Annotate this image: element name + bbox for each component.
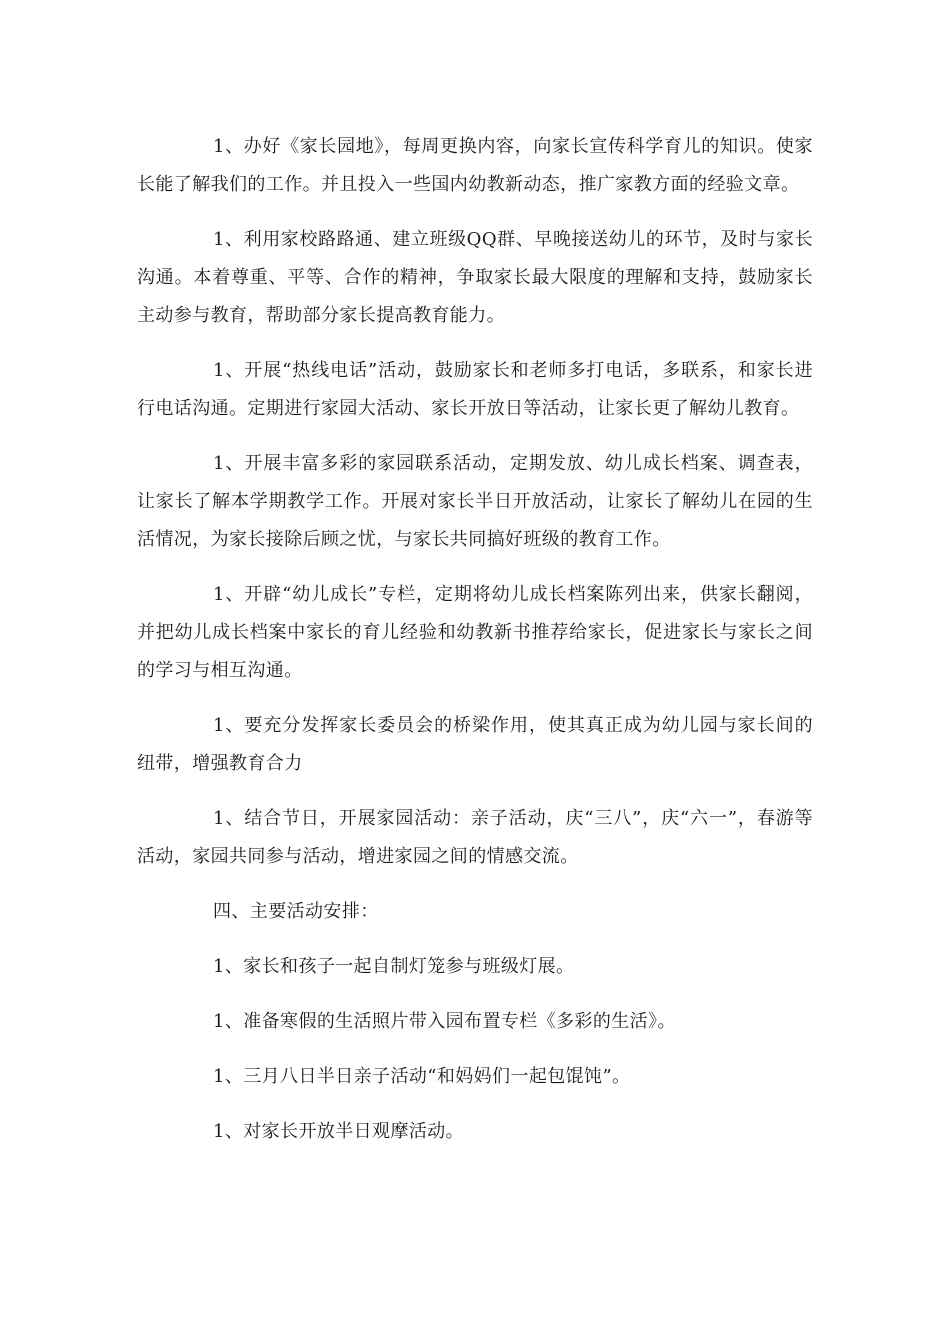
paragraph-hotline: 1、开展“热线电话”活动，鼓励家长和老师多打电话，多联系，和家长进行电话沟通。定期进行家园大活动、家长开放日等活动，让家长更了解幼儿教育。 — [137, 360, 813, 419]
activity-item: 1、三月八日半日亲子活动“和妈妈们一起包馄饨”。 — [213, 1066, 631, 1087]
paragraph-growth-column: 1、开辟“幼儿成长”专栏，定期将幼儿成长档案陈列出来，供家长翻阅，并把幼儿成长档案中家长的育儿经验和幼教新书推荐给家长，促进家长与家长之间的学习与相互沟通。 — [137, 584, 813, 681]
paragraph-contact-activities: 1、开展丰富多彩的家园联系活动，定期发放、幼儿成长档案、调查表，让家长了解本学期教学工作。开展对家长半日开放活动，让家长了解幼儿在园的生活情况，为家长接除后顾之忧，与家长共同搞好班级的教育工作。 — [137, 453, 813, 550]
document-body — [137, 128, 813, 1168]
section-heading: 四、主要活动安排： — [213, 901, 379, 922]
activity-item: 1、准备寒假的生活照片带入园布置专栏《多彩的生活》。 — [213, 1011, 676, 1032]
activity-item: 1、对家长开放半日观摩活动。 — [213, 1121, 465, 1142]
paragraph-festival-activities: 1、结合节日，开展家园活动：亲子活动，庆“三八”，庆“六一”，春游等活动，家园共同参与活动，增进家园之间的情感交流。 — [137, 808, 813, 867]
paragraph-home-garden: 1、办好《家长园地》，每周更换内容，向家长宣传科学育儿的知识。使家长能了解我们的工作。并且投入一些国内幼教新动态，推广家教方面的经验文章。 — [137, 136, 813, 195]
paragraph-parent-committee: 1、要充分发挥家长委员会的桥梁作用，使其真正成为幼儿园与家长间的纽带，增强教育合力 — [137, 715, 813, 774]
paragraph-communication: 1、利用家校路路通、建立班级QQ群、早晚接送幼儿的环节，及时与家长沟通。本着尊重、平等、合作的精神，争取家长最大限度的理解和支持，鼓励家长主动参与教育，帮助部分家长提高教育能力。 — [137, 229, 813, 326]
activity-item: 1、家长和孩子一起自制灯笼参与班级灯展。 — [213, 956, 575, 977]
